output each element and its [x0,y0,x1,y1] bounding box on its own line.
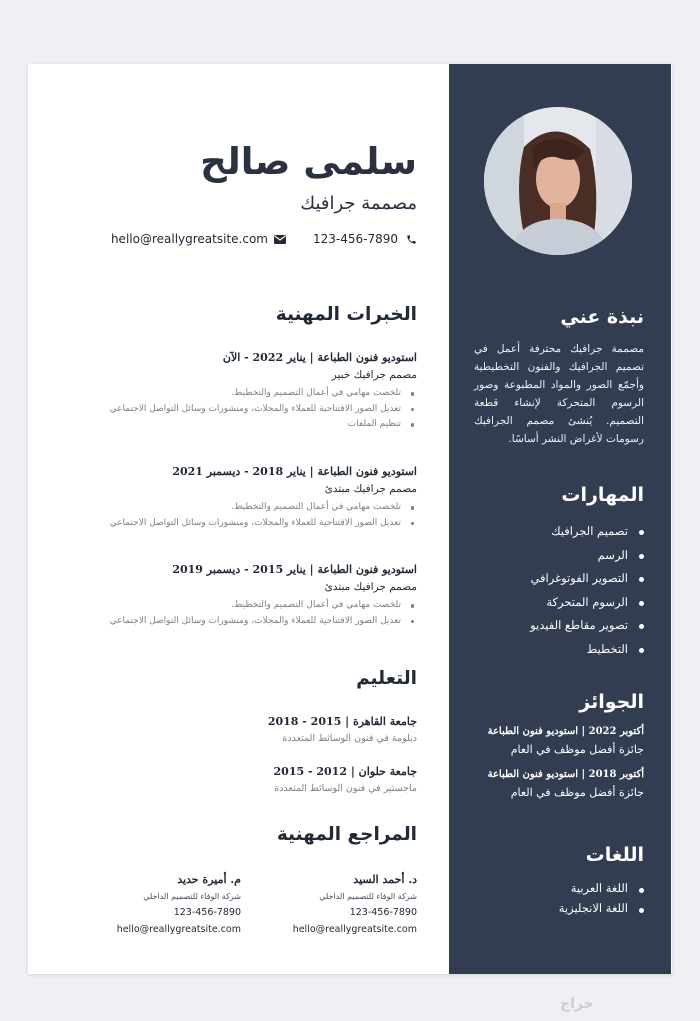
skill-item: التصوير الفوتوغرافي [474,567,644,591]
watermark: حراج [560,996,594,1012]
person-name: سلمى صالح [200,140,417,183]
sidebar [449,64,671,974]
job-entry [60,465,417,531]
education-desc: دبلومة في فنون الوسائط المتعددة [282,733,417,744]
skills-list [474,520,644,661]
reference-name: د. أحمد السيد [353,873,417,886]
award-title: أكتوبر 2022 | استوديو فنون الطباعة [487,726,644,737]
language-item: اللغة الانجليزية [474,898,644,918]
awards-heading: الجوائز [579,691,644,713]
education-heading: التعليم [356,668,417,689]
job-role: مصمم جرافيك خبير [331,369,417,381]
job-bullets [60,598,417,629]
reference-email[interactable]: hello@reallygreatsite.com [292,924,417,935]
education-desc: ماجستير في فنون الوسائط المتعددة [274,783,417,794]
skills-section [474,484,644,661]
job-bullets [60,500,417,531]
skill-item: تصميم الجرافيك [474,520,644,544]
skill-item: الرسم [474,544,644,568]
references-heading: المراجع المهنية [276,824,417,845]
education-entry [268,715,417,744]
education-title: جامعة القاهرة | 2015 - 2018 [267,715,417,728]
job-bullets [60,386,417,433]
job-title: استوديو فنون الطباعة | يناير 2015 - ديسمبر 2019 [172,563,417,576]
job-role: مصمم جرافيك مبتدئ [324,483,417,495]
job-bullet: تلخصت مهامي في أعمال التصميم والتخطيط. [60,500,417,516]
reference-company: شركة الوفاء للتصميم الداخلي [143,892,241,901]
job-title: استوديو فنون الطباعة | يناير 2022 - الآن [222,351,417,364]
reference-company: شركة الوفاء للتصميم الداخلي [319,892,417,901]
reference-name: م. أميرة حديد [177,873,241,886]
languages-section [474,844,644,918]
person-role: مصممة جرافيك [300,193,417,214]
contact-phone[interactable]: 123-456-7890 [312,232,398,246]
reference-phone: 123-456-7890 [349,907,417,918]
job-role: مصمم جرافيك مبتدئ [324,581,417,593]
skills-heading: المهارات [561,484,644,506]
main-column [60,64,417,974]
reference-phone: 123-456-7890 [173,907,241,918]
job-bullet: تعديل الصور الافتتاحية للعملاء والمجلات، ومنشورات وسائل التواصل الاجتماعي [60,614,417,630]
job-entry [60,351,417,433]
phone-icon [406,234,417,245]
job-bullet: تلخصت مهامي في أعمال التصميم والتخطيط. [60,598,417,614]
reference-entry [257,873,417,935]
award-item [474,726,644,756]
reference-email[interactable]: hello@reallygreatsite.com [116,924,241,935]
about-text: مصممة جرافيك محترفة أعمل في تصميم الجرافيك والفنون التخطيطية وأجمّع الصور والمواد المطبوعة وصور الرسوم المتحركة لإنشاء قطعة التصميم. يُنشئ مصمم الجرافيك رسومات لأغراض النشر أساسًا. [474,343,644,445]
job-bullet: تعديل الصور الافتتاحية للعملاء والمجلات، ومنشورات وسائل التواصل الاجتماعي [60,402,417,418]
award-title: أكتوبر 2018 | استوديو فنون الطباعة [487,769,644,780]
envelope-icon [274,235,286,244]
profile-photo [484,107,632,255]
about-heading: نبذة عني [560,306,644,328]
skill-item: التخطيط [474,638,644,662]
award-desc: جائزة أفضل موظف في العام [510,743,644,756]
award-desc: جائزة أفضل موظف في العام [510,786,644,799]
about-section [474,306,644,448]
awards-section [474,691,644,799]
skill-item: الرسوم المتحركة [474,591,644,615]
contact-row [111,232,417,246]
job-bullet: تعديل الصور الافتتاحية للعملاء والمجلات، ومنشورات وسائل التواصل الاجتماعي [60,516,417,532]
job-entry [60,563,417,629]
experience-heading: الخبرات المهنية [275,304,417,325]
job-bullet: تنظيم الملفات [60,417,417,433]
education-entry [274,765,417,794]
language-item: اللغة العربية [474,878,644,898]
profile-photo-illustration [484,107,632,255]
education-title: جامعة حلوان | 2012 - 2015 [273,765,417,778]
skill-item: تصوير مقاطع الفيديو [474,614,644,638]
reference-entry [81,873,241,935]
job-bullet: تلخصت مهامي في أعمال التصميم والتخطيط. [60,386,417,402]
award-item [474,769,644,799]
languages-heading: اللغات [585,844,644,866]
languages-list [474,878,644,918]
job-title: استوديو فنون الطباعة | يناير 2018 - ديسمبر 2021 [172,465,417,478]
contact-email[interactable]: hello@reallygreatsite.com [110,232,268,246]
